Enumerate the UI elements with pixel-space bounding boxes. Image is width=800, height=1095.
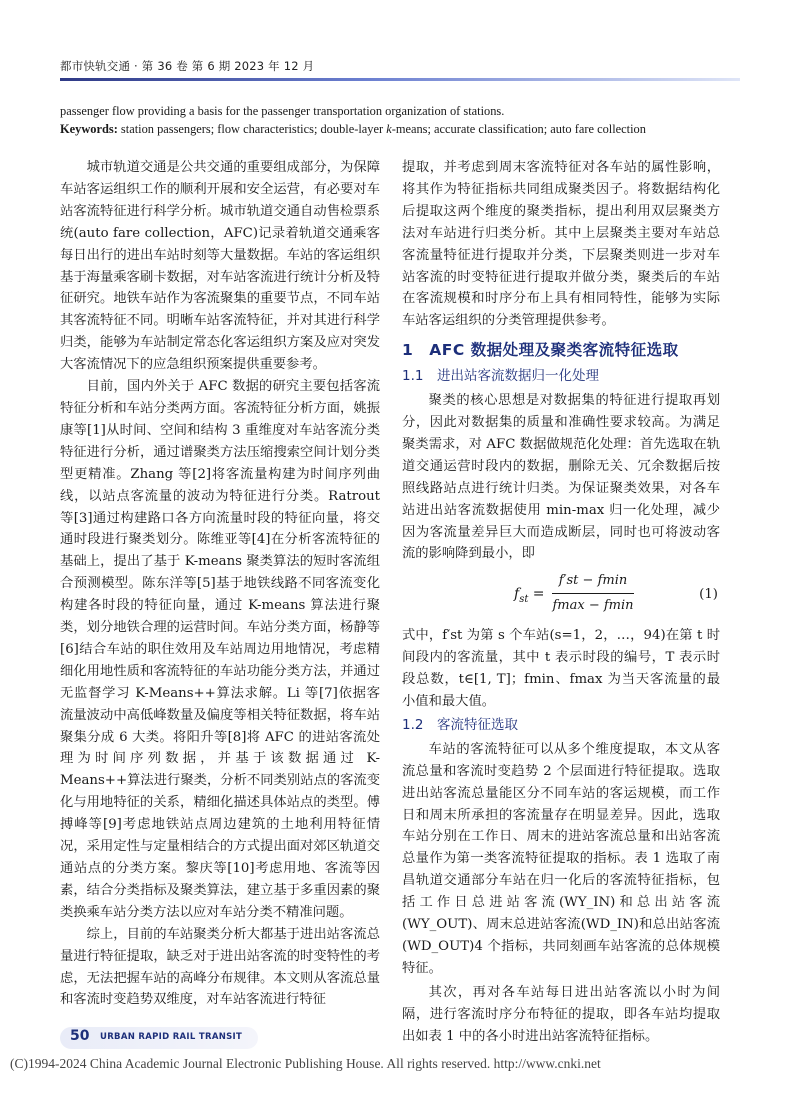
keywords-italic: k bbox=[386, 122, 392, 136]
section-1-title: 1 AFC 数据处理及聚类客流特征选取 bbox=[402, 341, 679, 360]
abstract-tail: passenger flow providing a basis for the passenger transportation organization of stations. bbox=[60, 104, 505, 118]
section-1-1-paragraph: 聚类的核心思想是对数据集的特征进行提取再划分，因此对数据集的质量和准确性要求较高。为满足聚类需求，对 AFC 数据做规范化处理：首先选取在轨道交通运营时段内的数据，删除无关、冗余数据后按照线路站点进行统计归类。为保证聚类效果，对各车站进出站客流数据使用 min-max 归一化处理，减少因为客流量差异巨大而造成断层，同时也可将波动客流的影响降到最小，即 bbox=[402, 393, 720, 562]
running-header: 都市快轨交通 · 第 36 卷 第 6 期 2023 年 12 月 bbox=[60, 59, 315, 73]
intro-paragraph-3: 综上，目前的车站聚类分析大都基于进出站客流总量进行特征提取，缺乏对于进出站客流的时变特性的考虑，无法把握车站的高峰分布规律。本文则从客流总量和客流时变趋势双维度，对车站客流进行特征 bbox=[60, 926, 380, 1008]
header-rule bbox=[60, 78, 740, 81]
equation-explanation: 式中，f′st 为第 s 个车站(s=1，2，…，94)在第 t 时间段内的客流量，其中 t 表示时段的编号，T 表示时段总数，t∈[1, T]；fmin、fmax 为当天客流量的最小值和最大值。 bbox=[402, 628, 720, 710]
page-number: 50 bbox=[70, 1028, 90, 1044]
keywords-text-a: station passengers; flow characteristics; double-layer bbox=[117, 122, 387, 136]
copyright-line: (C)1994-2024 China Academic Journal Electronic Publishing House. All rights reserved. http://www.cnki.net bbox=[10, 1056, 601, 1071]
subsection-1-2-title: 1.2 客流特征选取 bbox=[402, 716, 518, 733]
equation-fraction bbox=[552, 571, 634, 616]
section-1-2-paragraph-2: 其次，再对各车站每日进出站客流以小时为间隔，进行客流时序分布特征的提取，即各车站均提取出如表 1 中的各小时进出站客流特征指标。 bbox=[402, 984, 720, 1044]
equation-numerator: f′st − fmin bbox=[558, 573, 628, 589]
right-column bbox=[402, 157, 720, 1048]
intro-paragraph-3-cont: 提取，并考虑到周末客流特征对各车站的属性影响，将其作为特征指标共同组成聚类因子。将数据结构化后提取这两个维度的聚类指标，提出利用双层聚类方法对车站进行归类分析。其中上层聚类主要对车站总客流量特征进行提取并分类，下层聚类则进一步对车站客流的时变特征进行提取并做分类，聚类后的车站在客流规模和时序分布上具有相同特性，能够为实际车站客运组织的分类管理提供参考。 bbox=[402, 160, 720, 329]
equation-1 bbox=[402, 569, 720, 621]
section-1-2-paragraph-1: 车站的客流特征可以从多个维度提取，本文从客流总量和客流时变趋势 2 个层面进行特征提取。选取进出站客流总量能区分不同车站的客运规模，而工作日和周末所承担的客流量存在明显差异。因此，选取车站分别在工作日、周末的进站客流总量和出站客流总量作为第一类客流特征提取的指标。表 1 选取了南昌轨道交通部分车站在归一化后的客流特征指标，包括工作日总进站客流(WY_IN)和总出站客流(WY_OUT)、周末总进站客流(WD_IN)和总出站客流(WD_OUT)4 个指标，共同刻画车站客流的总体规模特征。 bbox=[402, 741, 720, 976]
equation-number: (1) bbox=[699, 587, 718, 603]
keywords-text-b: -means; accurate classification; auto fare collection bbox=[391, 122, 646, 136]
intro-paragraph-2: 目前，国内外关于 AFC 数据的研究主要包括客流特征分析和车站分类两方面。客流特征分析方面，姚振康等[1]从时间、空间和结构 3 重维度对车站客流分类特征进行分析，通过谱聚类方法压缩搜索空间计划分类型更精准。Zhang 等[2]将客流量构建为时间序列曲线，以站点客流量的波动为特征进行分类。Ratrout 等[3]通过构建路口各方向流量时段的特征向量，将交通时段进行聚类划分。陈维亚等[4]在分析客流特征的基础上，提出了基于 K-means 聚类算法的短时客流组合预测模型。陈东洋等[5]基于地铁线路不同客流变化构建各时段的特征向量，通过 K-means 算法进行聚类，划分地铁合理的运营时间。车站分类方面，杨静等[6]结合车站的职住效用及车站周边用地情况，考虑精细化用地性质和客流特征的车站功能分类方法，并通过无监督学习 K-Means++算法求解。Li 等[7]依据客流量波动中高低峰数量及偏度等相关特征数据，将车站聚集分成 6 大类。将阳升等[8]将 AFC 的进站客流处理为时间序列数据，并基于该数据通过 K-Means++算法进行聚类，分析不同类别站点的客流变化与用地特征的关系，精细化描述具体站点的类型。傅搏峰等[9]考虑地铁站点周边建筑的土地利用特征情况，采用定性与定量相结合的方式提出面对郊区轨道交通站点的分类方案。黎庆等[10]考虑用地、客流等因素，结合分类指标及聚类算法，建立基于多重因素的聚类换乘车站分类方法以应对车站分类不精准问题。 bbox=[60, 379, 380, 920]
keywords-line bbox=[60, 120, 760, 138]
journal-english-name: URBAN RAPID RAIL TRANSIT bbox=[100, 1032, 243, 1042]
equation-lhs: $f_{st}$ = bbox=[514, 586, 545, 606]
intro-paragraph-1: 城市轨道交通是公共交通的重要组成部分，为保障车站客运组织工作的顺利开展和安全运营，有必要对车站客流特征进行科学分析。城市轨道交通自动售检票系统(auto fare collection，AFC)记录着轨道交通乘客每日出行的进出车站时刻等大量数据。车站的客运组织基于海量乘客刷卡数据，对车站客流进行统计分析及特征研究。地铁车站作为客流聚集的重要节点，不同车站其客流特征不同。明晰车站客流特征，并对其进行科学归类，能够为车站制定常态化客运组织方案及应对突发大客流情况下的应急组织预案提供重要参考。 bbox=[60, 160, 380, 373]
subsection-1-1-title: 1.1 进出站客流数据归一化处理 bbox=[402, 368, 599, 385]
fraction-bar bbox=[552, 593, 634, 594]
left-column bbox=[60, 157, 380, 1011]
equation-denominator: fmax − fmin bbox=[552, 598, 634, 614]
keywords-label: Keywords: bbox=[60, 122, 118, 136]
